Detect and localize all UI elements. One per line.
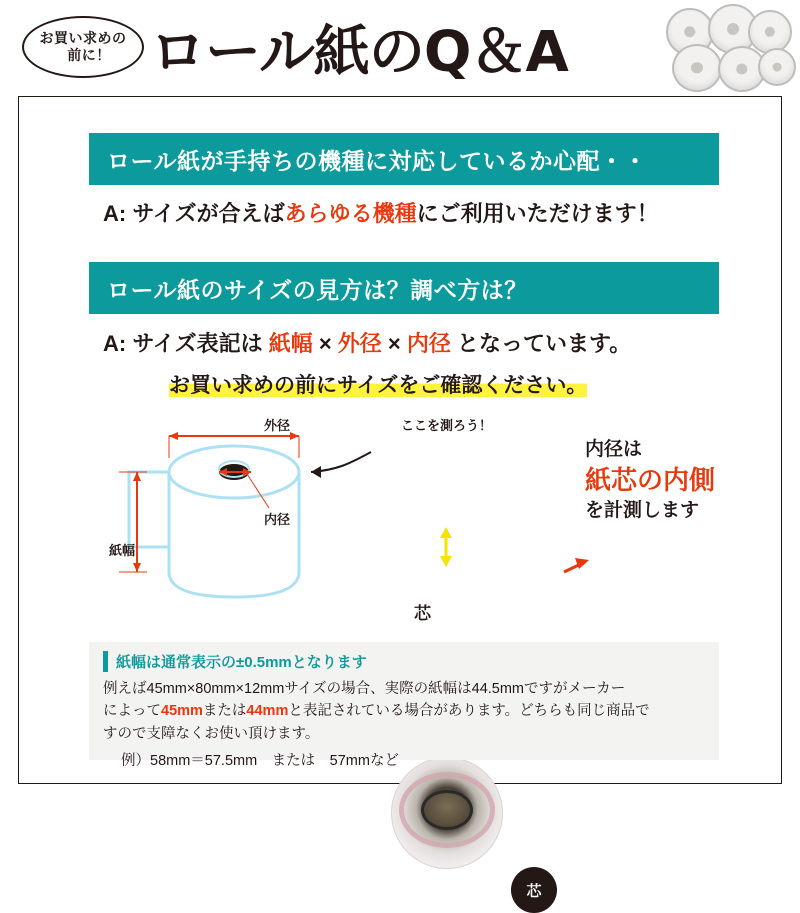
footnote-line-2-mid: または bbox=[202, 703, 247, 720]
answer-2 bbox=[103, 327, 631, 358]
footnote-example: 例）58mm＝57.5mm または 57mmなど bbox=[121, 753, 399, 770]
footnote-heading: 紙幅は通常表示の±0.5mmとなります bbox=[103, 651, 705, 672]
page-title: ロール紙のQ＆A bbox=[150, 20, 568, 85]
label-outer-diameter: 外径 bbox=[264, 418, 291, 433]
badge-line-2: 前に！ bbox=[67, 47, 111, 63]
answer-1-pre: A: サイズが合えば bbox=[103, 201, 285, 226]
paper-roll-icon bbox=[662, 4, 792, 90]
answer-2-pre: A: サイズ表記は bbox=[103, 331, 269, 356]
question-bar-2: ロール紙のサイズの見方は？調べ方は？ bbox=[89, 262, 719, 314]
footnote-box bbox=[89, 642, 719, 770]
answer-2-term-inner: 内径 bbox=[406, 331, 451, 356]
answer-2-post: となっています。 bbox=[450, 331, 632, 356]
pre-purchase-badge bbox=[22, 16, 144, 78]
label-inner-diameter: 内径 bbox=[264, 512, 291, 527]
label-core: 芯 bbox=[414, 604, 431, 623]
content-frame bbox=[18, 96, 782, 900]
label-measure-here: ここを測ろう！ bbox=[401, 418, 493, 433]
answer-1 bbox=[103, 197, 659, 228]
answer-2-x2: × bbox=[381, 331, 407, 356]
answer-2-x1: × bbox=[312, 331, 338, 356]
footnote-line-1: 例えば45mm×80mm×12mmサイズの場合、実際の紙幅は44.5mmですがメーカー bbox=[103, 681, 626, 697]
footnote-value-45: 45mm bbox=[161, 703, 203, 720]
footnote-body bbox=[103, 678, 705, 745]
callout-line-3: を計測します bbox=[585, 500, 700, 521]
badge-line-1: お買い求めの bbox=[39, 29, 127, 46]
answer-1-highlight: あらゆる機種 bbox=[284, 201, 417, 226]
footnote-line-2-post: と表記されている場合があります。どちらも同じ商品で bbox=[288, 703, 650, 720]
core-badge: 芯 bbox=[511, 867, 557, 913]
core-photo bbox=[391, 757, 503, 869]
footnote-value-44: 44mm bbox=[246, 703, 289, 720]
footnote-line-3: すので支障なくお使い頂けます。 bbox=[103, 725, 320, 742]
callout-line-1: 内径は bbox=[585, 439, 643, 460]
size-check-notice-text: お買い求めの前にサイズをご確認ください。 bbox=[169, 374, 588, 397]
question-bar-1: ロール紙が手持ちの機種に対応しているか心配・・ bbox=[89, 133, 719, 185]
label-paper-width: 紙幅 bbox=[109, 543, 136, 558]
footnote-line-2-pre: によって bbox=[103, 703, 161, 720]
callout-line-2: 紙芯の内側 bbox=[585, 465, 716, 495]
size-check-notice bbox=[169, 369, 587, 399]
answer-2-term-width: 紙幅 bbox=[268, 331, 313, 356]
answer-1-post: にご利用いただけます！ bbox=[416, 201, 659, 226]
page-header bbox=[0, 0, 800, 92]
answer-2-term-outer: 外径 bbox=[337, 331, 382, 356]
core-inner-hole bbox=[421, 790, 473, 830]
